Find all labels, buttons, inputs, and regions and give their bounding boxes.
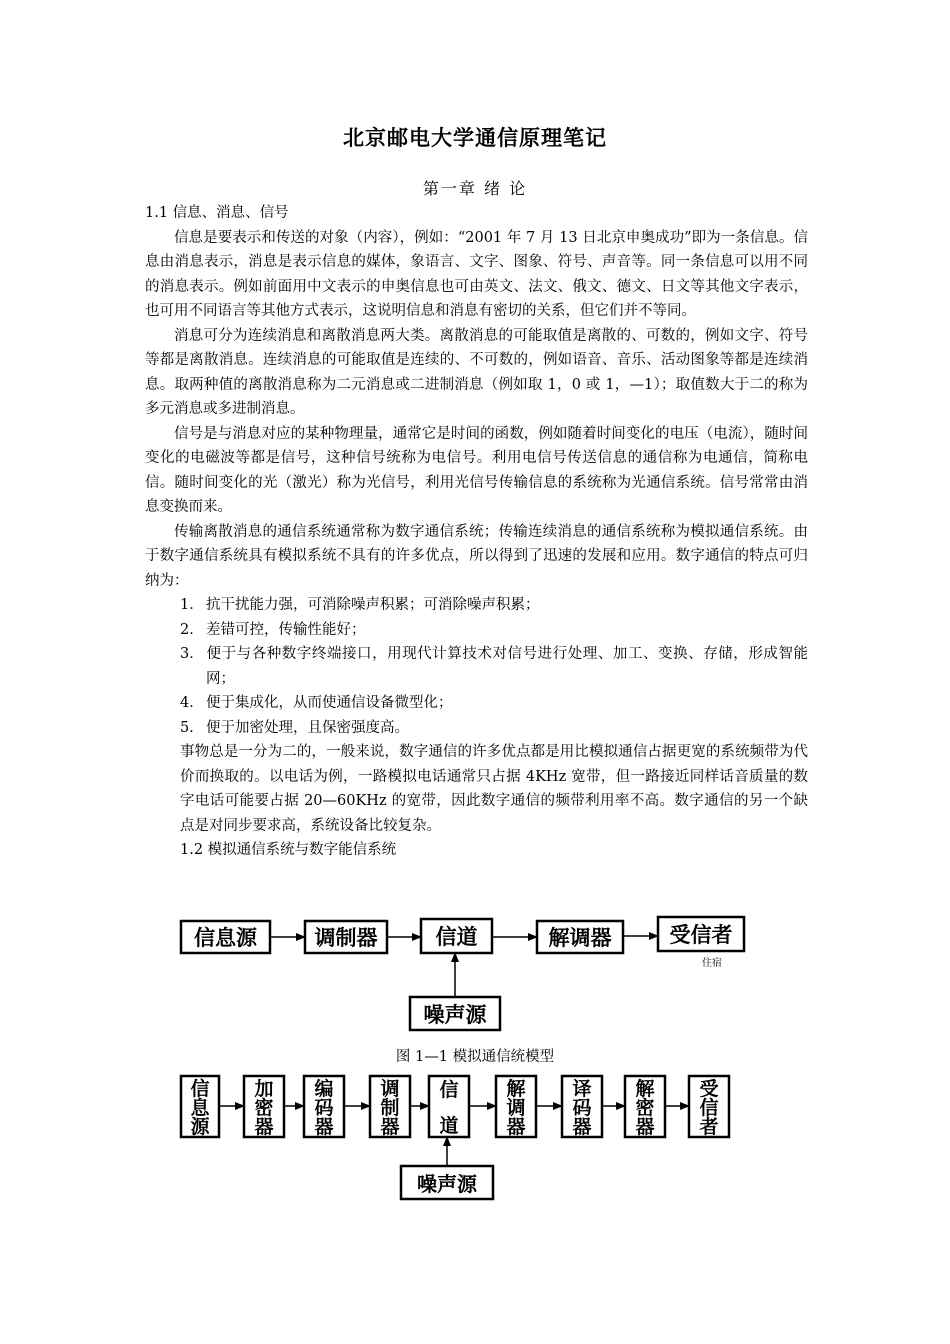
paragraph-signal: 信号是与消息对应的某种物理量，通常它是时间的函数，例如随着时间变化的电压（电流），随时间变化的电磁波等都是信号，这种信号统称为电信号。利用电信号传送信息的通信称为电通信，简称电信。随时间变化的光（激光）称为光信号，利用光信号传输信息的系统称为光通信系统。信号常常由消息变换而来。 xyxy=(145,425,808,515)
list-item-number: 3． xyxy=(180,646,204,662)
figure-1-caption: 图 1—1 模拟通信统模型 xyxy=(395,1049,555,1065)
list-item-text: 便于与各种数字终端接口，用现代计算技术对信号进行处理、加工、变换、存储，形成智能网； xyxy=(206,646,808,687)
paragraph-digital-system: 传输离散消息的通信系统通常称为数字通信系统；传输连续消息的通信系统称为模拟通信系统。由于数字通信系统具有模拟系统不具有的许多优点，所以得到了迅速的发展和应用。数字通信的特点可归纳为： xyxy=(145,523,808,589)
box-sink-annotation: 住宿 xyxy=(702,958,722,969)
box-channel-label: 信道 xyxy=(435,925,478,949)
box-modulator-label: 调制器 xyxy=(314,926,378,950)
document-title: 北京邮电大学通信原理笔记 xyxy=(343,125,607,150)
list-item-text: 便于集成化，从而使通信设备微型化； xyxy=(206,695,453,711)
list-item-text: 抗干扰能力强，可消除噪声积累；可消除噪声积累； xyxy=(206,597,540,613)
paragraph-information: 信息是要表示和传送的对象（内容），例如：“2001 年 7 月 13 日北京申奥成功”即为一条信息。信息由消息表示，消息是表示信息的媒体，象语言、文字、图象、符号、声音等。同一条信息可以用不同的消息表示。例如前面用中文表示的申奥信息也可由英文、法文、俄文、德文、日文等其他文字表示，也可用不同语言等其他方式表示，这说明信息和消息有密切的关系，但它们并不等同。 xyxy=(145,229,808,319)
box-sink-label: 受信者 xyxy=(699,1078,719,1138)
list-item-number: 5． xyxy=(180,719,204,736)
paragraph-message: 消息可分为连续消息和离散消息两大类。离散消息的可能取值是离散的、可数的，例如文字、符号等都是离散消息。连续消息的可能取值是连续的、不可数的，例如语音、音乐、活动图象等都是连续消息。取两种值的离散消息称为二元消息或二进制消息（例如取 1，0 或 1，—1）；取值数大于二的称为多元消息或多进制消息。 xyxy=(145,327,808,417)
list-item-text: 便于加密处理，且保密强度高。 xyxy=(206,719,409,736)
box-noise-label: 噪声源 xyxy=(423,1003,487,1027)
section-heading-1-2: 1.2 模拟通信系统与数字能信系统 xyxy=(180,842,397,858)
box-modulator-label: 调制器 xyxy=(380,1078,400,1138)
box-decryptor-label: 解密器 xyxy=(635,1078,655,1138)
box-noise-label: 噪声源 xyxy=(417,1172,477,1196)
chapter-heading: 第一章 绪 论 xyxy=(422,179,528,198)
box-demodulator-label: 解调器 xyxy=(548,926,612,950)
box-channel-label: 信道 xyxy=(439,1079,459,1137)
box-sink-label: 受信者 xyxy=(669,923,733,947)
box-decoder-label: 译码器 xyxy=(572,1078,592,1138)
list-item-text: 差错可控，传输性能好； xyxy=(206,621,366,638)
list-item-number: 2． xyxy=(180,621,204,638)
box-source-label: 信息源 xyxy=(190,1078,210,1138)
box-encoder-label: 编码器 xyxy=(314,1078,334,1138)
figure-1-analog-model xyxy=(181,917,744,1030)
paragraph-drawbacks: 事物总是一分为二的，一般来说，数字通信的许多优点都是用比模拟通信占据更宽的系统频带为代价而换取的。以电话为例，一路模拟电话通常只占据 4KHz 宽带，但一路接近同样话音质量的数字电话可能要占据 20—60KHz 的宽带，因此数字通信的频带利用率不高。数字通信的另一个缺点是对同步要求高，系统设备比较复杂。 xyxy=(180,744,808,834)
box-demodulator-label: 解调器 xyxy=(506,1078,526,1138)
section-heading-1-1: 1.1 信息、消息、信号 xyxy=(145,205,289,221)
figure-2-digital-model xyxy=(181,1076,729,1199)
list-item-number: 4． xyxy=(180,695,204,711)
box-encryptor-label: 加密器 xyxy=(254,1078,274,1138)
box-source-label: 信息源 xyxy=(194,926,257,950)
list-item-number: 1． xyxy=(180,597,204,613)
